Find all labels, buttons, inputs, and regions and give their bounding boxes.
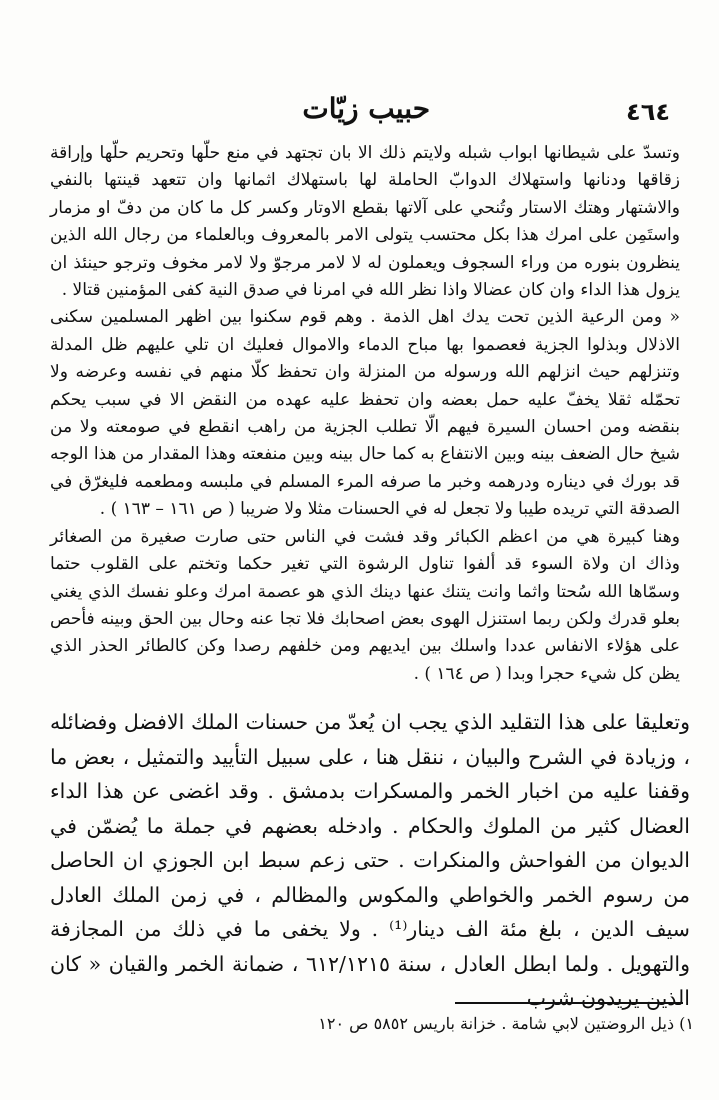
page-header (60, 92, 670, 132)
quote-paragraph: وتسدّ على شيطانها ابواب شبله ولايتم ذلك الا بان تجتهد في منع حلّها وتحريم حلّها وإراقة زقاقها ودنانها واستهلاك الدوابّ الحاملة لها باستهلاك اثمانها وان تتعهد قينتها بالنفي والاشتهار وهتك الاستار وتُنحي على آلاتها بقطع الاوتار وكسر كل ما كان من دفّ او مزمار واستَمِن على امرك هذا بكل محتسب يتولى الامر بالمعروف وبالعلماء من رجال الله الذين ينظرون بنوره من وراء السجوف ويعملون له لا لامر مرجوّ ولا لامر مخوف وترجو حينئذ ان يزول هذا الداء وان كان عضالا واذا نظر الله في امرنا في صدق النية كفى المؤمنين قتالا . (50, 143, 680, 301)
footnote: ١) ذيل الروضتين لابي شامة . خزانة باريس ٥٨٥٢ ص ١٢٠ (318, 1014, 694, 1033)
main-paragraph: وتعليقا على هذا التقليد الذي يجب ان يُعدّ من حسنات الملك الافضل وفضائله ، وزيادة في الشرح والبيان ، ننقل هنا ، على سبيل التأييد والتمثيل ، بعض ما وقفنا عليه من اخبار الخمر والمسكرات بدمشق . وقد اغضى عن هذا الداء العضال كثير من الملوك والحكام . وادخله بعضهم في جملة ما يُضمّن في الديوان من الفواحش والمنكرات . حتى زعم سبط ابن الجوزي ان الحاصل من رسوم الخمر والخواطي والمكوس والمظالم ، في زمن الملك العادل سيف الدين ، بلغ مئة الف دينار⁽¹⁾ . ولا يخفى ما في ذلك من المجازفة والتهويل . ولما ابطل العادل ، سنة ٦١٢/١٢١٥ ، ضمانة الخمر والقيان « كان الذين يريدون شرب (50, 710, 690, 1010)
quoted-document-block (50, 140, 680, 688)
footnote-divider (455, 1002, 683, 1004)
quote-paragraph: « ومن الرعية الذين تحت يدك اهل الذمة . وهم قوم سكنوا بين اظهر المسلمين سكنى الاذلال وبذلوا الجزية فعصموا بها مباح الدماء والاموال فعليك ان تلي عليهم ظل المدلة وتنزلهم حيث انزلهم الله ورسوله من المنزلة وان تحفظ كلّا منهم في نفسه وعرضه ولا تحمّله ثقلا يخفّ عليه حمل بعضه وان تحفظ عليه عهده من النقض الا في سبب يحكم بنقضه ومن احسان السيرة فيهم الّا تطلب الجزية من راهب انقطع في صومعته ولا من شيخ حال الضعف بينه وبين الانتفاع به كما حال بينه وبين منفعته وهذا المقدار من هذا الوجه قد بورك في ديناره ودرهمه وخبر ما صرفه المرء المسلم في ملبسه ومطعمه فليغرّق في الصدقة التي تريده طيبا ولا تجعل له في الحسنات مثلا ولا ضريبا ( ص ١٦١ – ١٦٣ ) . (50, 307, 680, 520)
running-title: حبيب زيّات (302, 92, 430, 125)
quote-paragraph: وهنا كبيرة هي من اعظم الكبائر وقد فشت في الناس حتى صارت صغيرة من الصغائر وذاك ان ولاة السوء قد ألفوا تناول الرشوة التي تغير حكما وتختم على القلوب حتما وسمّاها الله سُحتا واثما وانت يتنك عنها دينك الذي هو عصمة امرك وعلو نفسك الذي يغني بعلو قدرك ولكن ربما استنزل الهوى بعض اصحابك فلا تجا عنه وحال بين الحق وبينه فأحص على هؤلاء الانفاس عددا واسلك بين ايديهم ومن خلفهم رصدا وكن كالطائر الحذر الذي يظن كل شيء حجرا وبدا ( ص ١٦٤ ) . (50, 526, 680, 684)
page-number: ٤٦٤ (626, 98, 670, 126)
main-text-block (50, 705, 690, 1016)
